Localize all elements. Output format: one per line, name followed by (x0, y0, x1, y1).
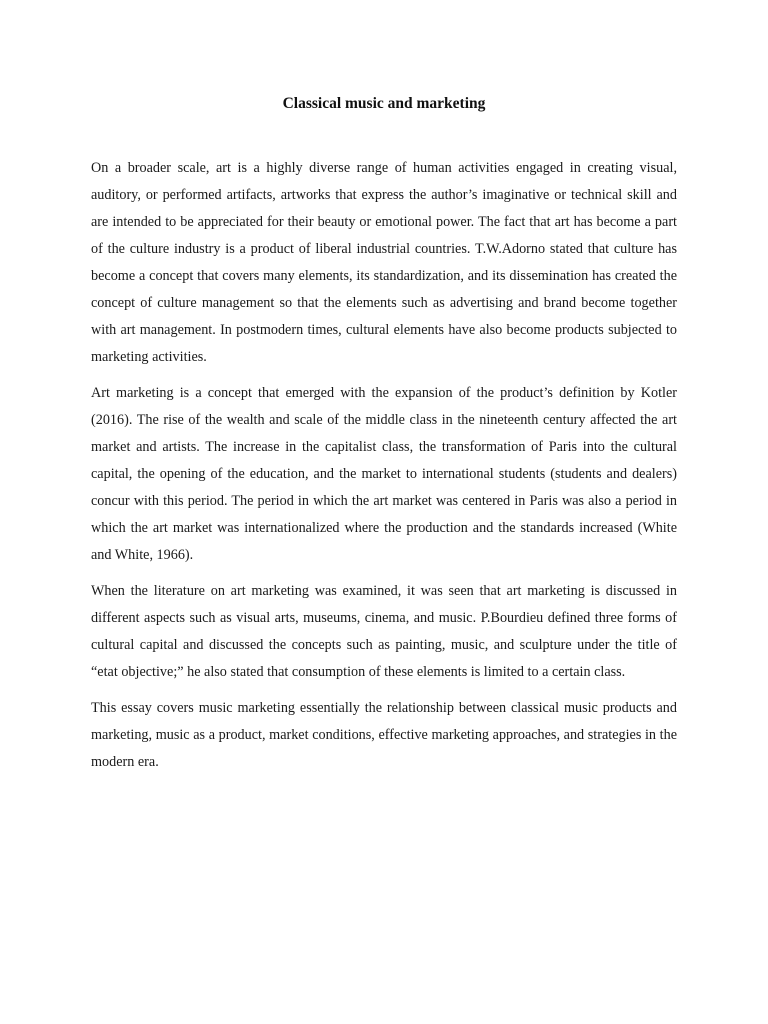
paragraph-1: On a broader scale, art is a highly diverse range of human activities engaged in creating visual, auditory, or performed artifacts, artworks that express the author’s imaginative or technical skill and are intended to be appreciated for their beauty or emotional power. The fact that art has become a part of the culture industry is a product of liberal industrial countries. T.W.Adorno stated that culture has become a concept that covers many elements, its standardization, and its dissemination has created the concept of culture management so that the elements such as advertising and brand become together with art management. In postmodern times, cultural elements have also become products subjected to marketing activities. (91, 160, 677, 365)
document-title: Classical music and marketing (282, 95, 486, 112)
document-body (91, 155, 677, 785)
paragraph-3: When the literature on art marketing was examined, it was seen that art marketing is discussed in different aspects such as visual arts, museums, cinema, and music. P.Bourdieu defined three forms of cultural capital and discussed the concepts such as painting, music, and sculpture under the title of “etat objective;” he also stated that consumption of these elements is limited to a certain class. (91, 583, 677, 680)
paragraph-4: This essay covers music marketing essentially the relationship between classical music products and marketing, music as a product, market conditions, effective marketing approaches, and strategies in the modern era. (91, 700, 677, 770)
paragraph-2: Art marketing is a concept that emerged with the expansion of the product’s definition by Kotler (2016). The rise of the wealth and scale of the middle class in the nineteenth century affected the art market and artists. The increase in the capitalist class, the transformation of Paris into the cultural capital, the opening of the education, and the market to international students (students and dealers) concur with this period. The period in which the art market was centered in Paris was also a period in which the art market was internationalized where the production and the standards increased (White and White, 1966). (91, 385, 677, 563)
